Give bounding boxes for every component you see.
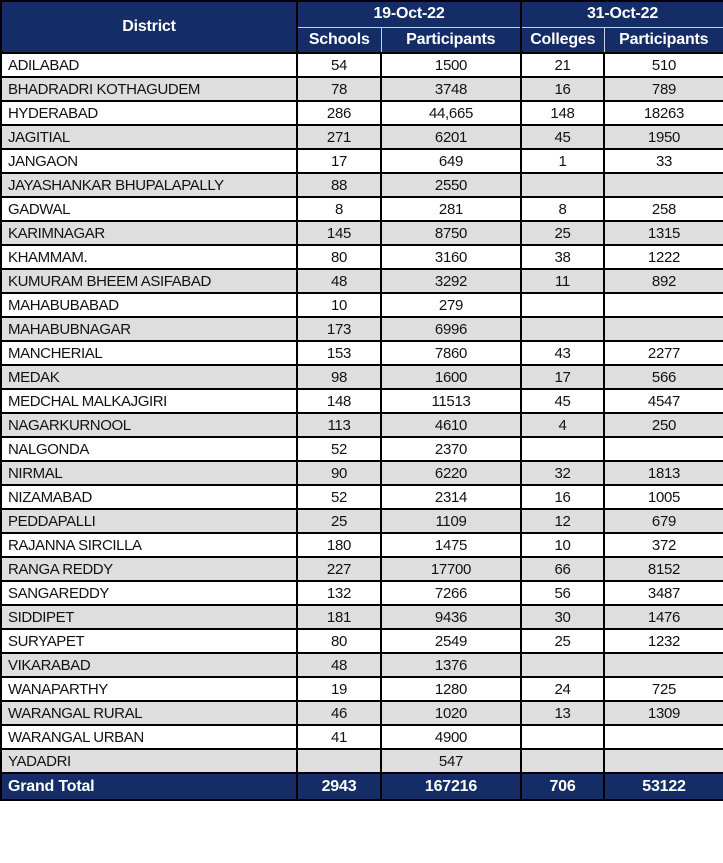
cell-schools: 52 [297,485,381,509]
cell-colleges: 32 [521,461,604,485]
table-row [1,701,723,725]
table-row [1,269,723,293]
cell-participants-31oct: 258 [604,197,723,221]
cell-schools: 113 [297,413,381,437]
table-row [1,365,723,389]
cell-participants-19oct: 4900 [381,725,521,749]
cell-participants-19oct: 281 [381,197,521,221]
grand-total-row [1,773,723,800]
cell-participants-31oct: 892 [604,269,723,293]
cell-schools: 180 [297,533,381,557]
cell-participants-31oct [604,317,723,341]
cell-participants-19oct: 7860 [381,341,521,365]
cell-colleges: 4 [521,413,604,437]
cell-participants-19oct: 2314 [381,485,521,509]
cell-participants-31oct: 1309 [604,701,723,725]
cell-participants-31oct: 250 [604,413,723,437]
cell-colleges: 17 [521,365,604,389]
table-row [1,77,723,101]
table-row [1,437,723,461]
table-row [1,533,723,557]
cell-schools: 41 [297,725,381,749]
cell-colleges: 56 [521,581,604,605]
column-header-schools: Schools [297,27,381,53]
cell-colleges: 25 [521,629,604,653]
cell-participants-31oct: 566 [604,365,723,389]
cell-colleges [521,437,604,461]
cell-participants-19oct: 1280 [381,677,521,701]
cell-participants-19oct: 1020 [381,701,521,725]
cell-participants-31oct: 1315 [604,221,723,245]
cell-participants-31oct [604,749,723,773]
cell-colleges: 45 [521,125,604,149]
cell-participants-19oct: 279 [381,293,521,317]
cell-district: BHADRADRI KOTHAGUDEM [1,77,297,101]
cell-participants-31oct: 18263 [604,101,723,125]
cell-district: NIZAMABAD [1,485,297,509]
cell-colleges [521,317,604,341]
cell-district: WARANGAL URBAN [1,725,297,749]
cell-district: YADADRI [1,749,297,773]
table-row [1,341,723,365]
column-group-19-oct-22: 19-Oct-22 [297,1,521,27]
cell-colleges: 66 [521,557,604,581]
cell-schools: 10 [297,293,381,317]
cell-district: JAGITIAL [1,125,297,149]
cell-district: MEDCHAL MALKAJGIRI [1,389,297,413]
cell-participants-31oct: 372 [604,533,723,557]
cell-district: KUMURAM BHEEM ASIFABAD [1,269,297,293]
table-row [1,653,723,677]
cell-colleges: 45 [521,389,604,413]
cell-participants-31oct: 1005 [604,485,723,509]
cell-schools: 271 [297,125,381,149]
cell-schools: 48 [297,269,381,293]
cell-district: MAHABUBABAD [1,293,297,317]
table-header [1,1,723,53]
cell-participants-19oct: 1109 [381,509,521,533]
cell-participants-31oct: 3487 [604,581,723,605]
table-row [1,197,723,221]
cell-colleges [521,749,604,773]
column-header-district: District [1,1,297,53]
cell-participants-19oct: 547 [381,749,521,773]
cell-schools: 132 [297,581,381,605]
cell-schools [297,749,381,773]
cell-participants-19oct: 2549 [381,629,521,653]
cell-participants-31oct [604,437,723,461]
grand-total-colleges: 706 [521,773,604,800]
cell-colleges: 43 [521,341,604,365]
cell-participants-19oct: 1600 [381,365,521,389]
cell-participants-31oct: 679 [604,509,723,533]
cell-participants-19oct: 1500 [381,53,521,77]
grand-total-label: Grand Total [1,773,297,800]
cell-participants-19oct: 11513 [381,389,521,413]
cell-district: SANGAREDDY [1,581,297,605]
cell-district: MAHABUBNAGAR [1,317,297,341]
table-row [1,293,723,317]
cell-district: VIKARABAD [1,653,297,677]
cell-participants-31oct: 1232 [604,629,723,653]
cell-schools: 46 [297,701,381,725]
grand-total-schools: 2943 [297,773,381,800]
cell-participants-19oct: 6201 [381,125,521,149]
table-row [1,149,723,173]
cell-participants-31oct: 4547 [604,389,723,413]
cell-district: RAJANNA SIRCILLA [1,533,297,557]
cell-district: WARANGAL RURAL [1,701,297,725]
cell-colleges: 21 [521,53,604,77]
cell-colleges: 148 [521,101,604,125]
cell-colleges: 30 [521,605,604,629]
cell-schools: 173 [297,317,381,341]
table-row [1,221,723,245]
table-body [1,53,723,773]
cell-district: PEDDAPALLI [1,509,297,533]
cell-participants-31oct: 8152 [604,557,723,581]
cell-colleges: 25 [521,221,604,245]
cell-participants-19oct: 4610 [381,413,521,437]
table-row [1,389,723,413]
cell-schools: 78 [297,77,381,101]
cell-schools: 98 [297,365,381,389]
cell-schools: 54 [297,53,381,77]
cell-district: RANGA REDDY [1,557,297,581]
cell-participants-31oct: 2277 [604,341,723,365]
column-header-participants-19oct: Participants [381,27,521,53]
cell-participants-19oct: 2370 [381,437,521,461]
grand-total-participants-31oct: 53122 [604,773,723,800]
cell-district: WANAPARTHY [1,677,297,701]
cell-participants-19oct: 6220 [381,461,521,485]
cell-schools: 148 [297,389,381,413]
cell-colleges [521,173,604,197]
cell-participants-19oct: 7266 [381,581,521,605]
table-row [1,317,723,341]
cell-participants-19oct: 17700 [381,557,521,581]
cell-district: MEDAK [1,365,297,389]
grand-total-participants-19oct: 167216 [381,773,521,800]
cell-schools: 90 [297,461,381,485]
cell-schools: 52 [297,437,381,461]
cell-district: SIDDIPET [1,605,297,629]
cell-district: GADWAL [1,197,297,221]
cell-participants-19oct: 1475 [381,533,521,557]
table-row [1,725,723,749]
cell-schools: 227 [297,557,381,581]
cell-schools: 88 [297,173,381,197]
cell-colleges: 24 [521,677,604,701]
cell-participants-19oct: 3160 [381,245,521,269]
cell-colleges: 10 [521,533,604,557]
cell-colleges: 8 [521,197,604,221]
cell-schools: 19 [297,677,381,701]
table-row [1,749,723,773]
cell-participants-31oct [604,293,723,317]
header-group-row [1,1,723,27]
cell-participants-19oct: 649 [381,149,521,173]
cell-participants-31oct: 1222 [604,245,723,269]
table-row [1,461,723,485]
cell-participants-31oct: 725 [604,677,723,701]
cell-colleges: 1 [521,149,604,173]
cell-participants-31oct: 33 [604,149,723,173]
cell-schools: 48 [297,653,381,677]
cell-district: NIRMAL [1,461,297,485]
cell-colleges: 11 [521,269,604,293]
cell-district: JANGAON [1,149,297,173]
cell-schools: 153 [297,341,381,365]
table-row [1,509,723,533]
cell-district: NALGONDA [1,437,297,461]
table-row [1,677,723,701]
table-row [1,413,723,437]
cell-colleges [521,293,604,317]
table-row [1,629,723,653]
cell-participants-19oct: 3292 [381,269,521,293]
cell-participants-31oct [604,173,723,197]
table-row [1,101,723,125]
cell-colleges: 16 [521,485,604,509]
cell-participants-31oct: 1950 [604,125,723,149]
table-row [1,485,723,509]
column-header-participants-31oct: Participants [604,27,723,53]
cell-schools: 17 [297,149,381,173]
cell-schools: 181 [297,605,381,629]
table-row [1,605,723,629]
cell-colleges: 38 [521,245,604,269]
cell-participants-19oct: 6996 [381,317,521,341]
cell-schools: 8 [297,197,381,221]
cell-participants-31oct: 789 [604,77,723,101]
cell-participants-19oct: 1376 [381,653,521,677]
column-header-colleges: Colleges [521,27,604,53]
cell-district: ADILABAD [1,53,297,77]
table-row [1,173,723,197]
cell-district: HYDERABAD [1,101,297,125]
table-row [1,125,723,149]
cell-colleges: 13 [521,701,604,725]
cell-participants-31oct [604,653,723,677]
cell-participants-31oct [604,725,723,749]
table-footer [1,773,723,800]
cell-participants-31oct: 1476 [604,605,723,629]
cell-district: JAYASHANKAR BHUPALAPALLY [1,173,297,197]
cell-colleges [521,725,604,749]
cell-participants-19oct: 2550 [381,173,521,197]
cell-schools: 25 [297,509,381,533]
cell-participants-31oct: 1813 [604,461,723,485]
cell-district: SURYAPET [1,629,297,653]
cell-district: NAGARKURNOOL [1,413,297,437]
cell-participants-19oct: 44,665 [381,101,521,125]
cell-participants-19oct: 3748 [381,77,521,101]
cell-district: MANCHERIAL [1,341,297,365]
table-row [1,245,723,269]
table-row [1,581,723,605]
cell-colleges: 12 [521,509,604,533]
cell-schools: 80 [297,629,381,653]
cell-schools: 80 [297,245,381,269]
cell-participants-19oct: 9436 [381,605,521,629]
cell-district: KHAMMAM. [1,245,297,269]
column-group-31-oct-22: 31-Oct-22 [521,1,723,27]
cell-participants-31oct: 510 [604,53,723,77]
cell-schools: 145 [297,221,381,245]
table-row [1,557,723,581]
cell-colleges: 16 [521,77,604,101]
cell-colleges [521,653,604,677]
cell-district: KARIMNAGAR [1,221,297,245]
table-row [1,53,723,77]
cell-participants-19oct: 8750 [381,221,521,245]
cell-schools: 286 [297,101,381,125]
